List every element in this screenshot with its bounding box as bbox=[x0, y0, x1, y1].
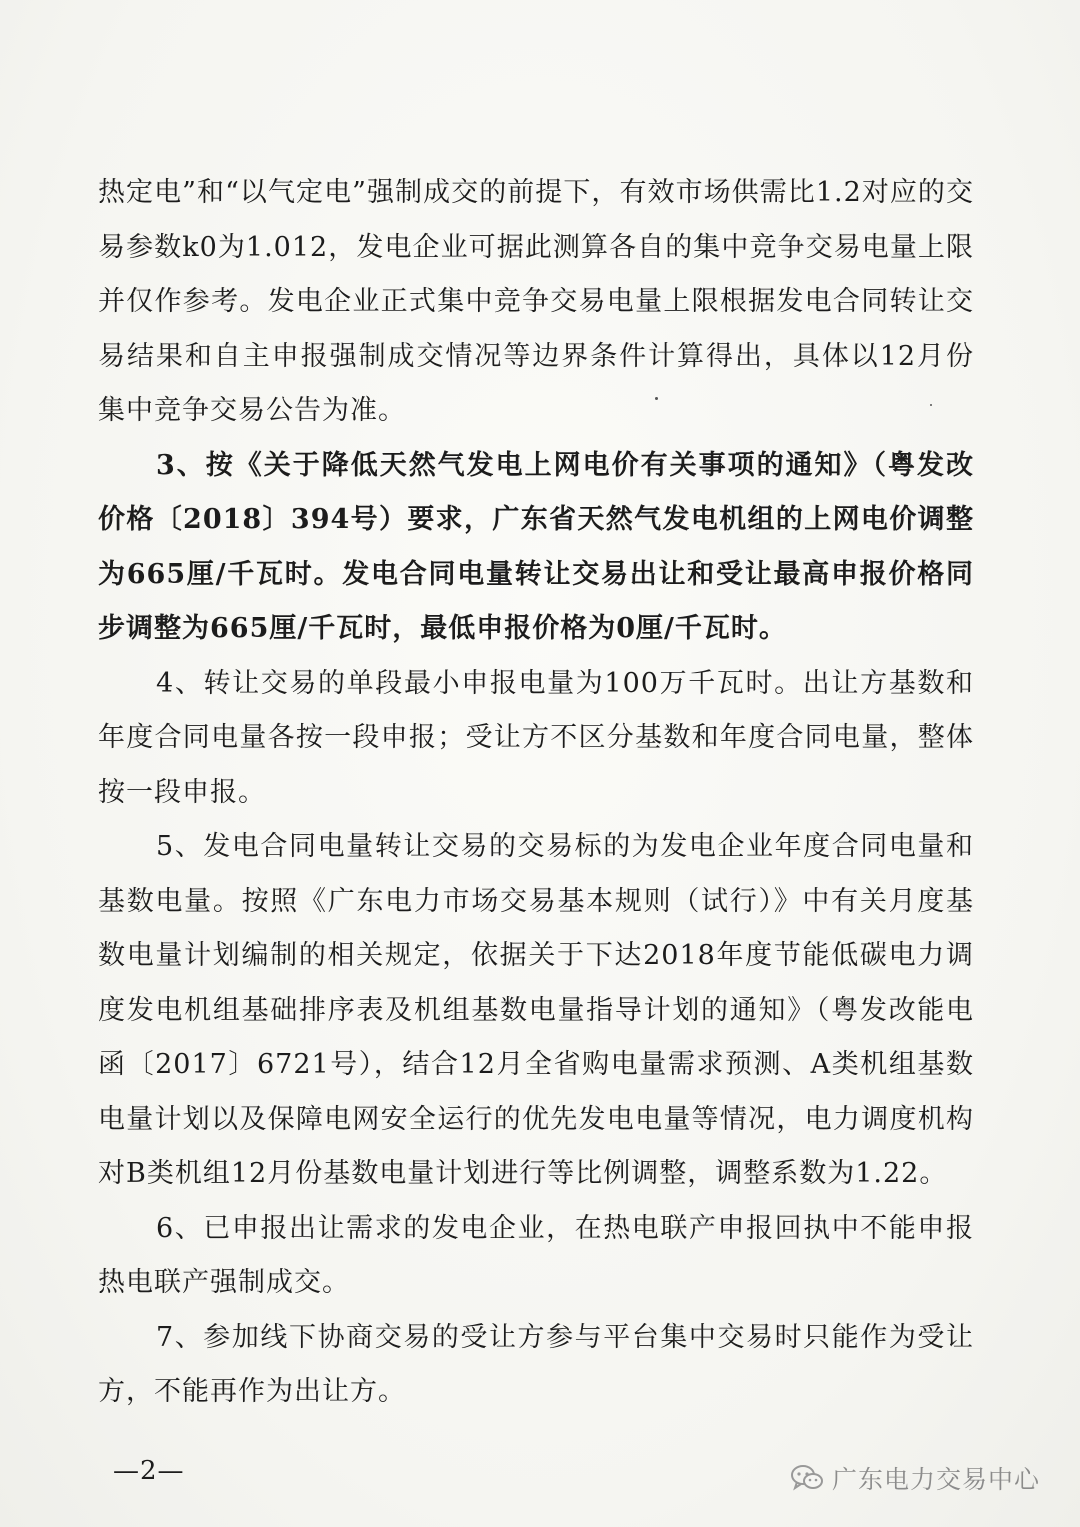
watermark-text: 广东电力交易中心 bbox=[832, 1465, 1041, 1494]
paragraph-continuation: 热定电”和“以气定电”强制成交的前提下，有效市场供需比1.2对应的交易参数k0为1.012，发电企业可据此测算各自的集中竞争交易电量上限并仅作参考。发电企业正式集中竞争交易电量上限根据发电合同转让交易结果和自主申报强制成交情况等边界条件计算得出，具体以12月份集中竞争交易公告为准。 bbox=[98, 177, 974, 426]
paragraph-item-5: 5、发电合同电量转让交易的交易标的为发电企业年度合同电量和基数电量。按照《广东电力市场交易基本规则（试行）》中有关月度基数电量计划编制的相关规定，依据关于下达2018年度节能低碳电力调度发电机组基础排序表及机组基数电量指导计划的通知》（粤发改能电函〔2017〕6721号），结合12月全省购电量需求预测、A类机组基数电量计划以及保障电网安全运行的优先发电电量等情况，电力调度机构对B类机组12月份基数电量计划进行等比例调整，调整系数为1.22。 bbox=[98, 831, 974, 1189]
scan-speck bbox=[930, 404, 932, 406]
wechat-icon bbox=[790, 1463, 824, 1493]
page-number: —2— bbox=[113, 1456, 185, 1486]
document-body bbox=[98, 166, 974, 1420]
paragraph-item-3: 3、按《关于降低天然气发电上网电价有关事项的通知》（粤发改价格〔2018〕394号）要求，广东省天然气发电机组的上网电价调整为665厘/千瓦时。发电合同电量转让交易出让和受让最高申报价格同步调整为665厘/千瓦时，最低申报价格为0厘/千瓦时。 bbox=[98, 449, 974, 644]
paragraph-item-4: 4、转让交易的单段最小申报电量为100万千瓦时。出让方基数和年度合同电量各按一段申报；受让方不区分基数和年度合同电量，整体按一段申报。 bbox=[98, 667, 974, 808]
paragraph-item-6: 6、已申报出让需求的发电企业，在热电联产申报回执中不能申报热电联产强制成交。 bbox=[98, 1212, 974, 1298]
scan-speck bbox=[655, 397, 658, 400]
paragraph-item-7: 7、参加线下协商交易的受让方参与平台集中交易时只能作为受让方，不能再作为出让方。 bbox=[98, 1321, 974, 1407]
watermark bbox=[790, 1460, 1040, 1496]
